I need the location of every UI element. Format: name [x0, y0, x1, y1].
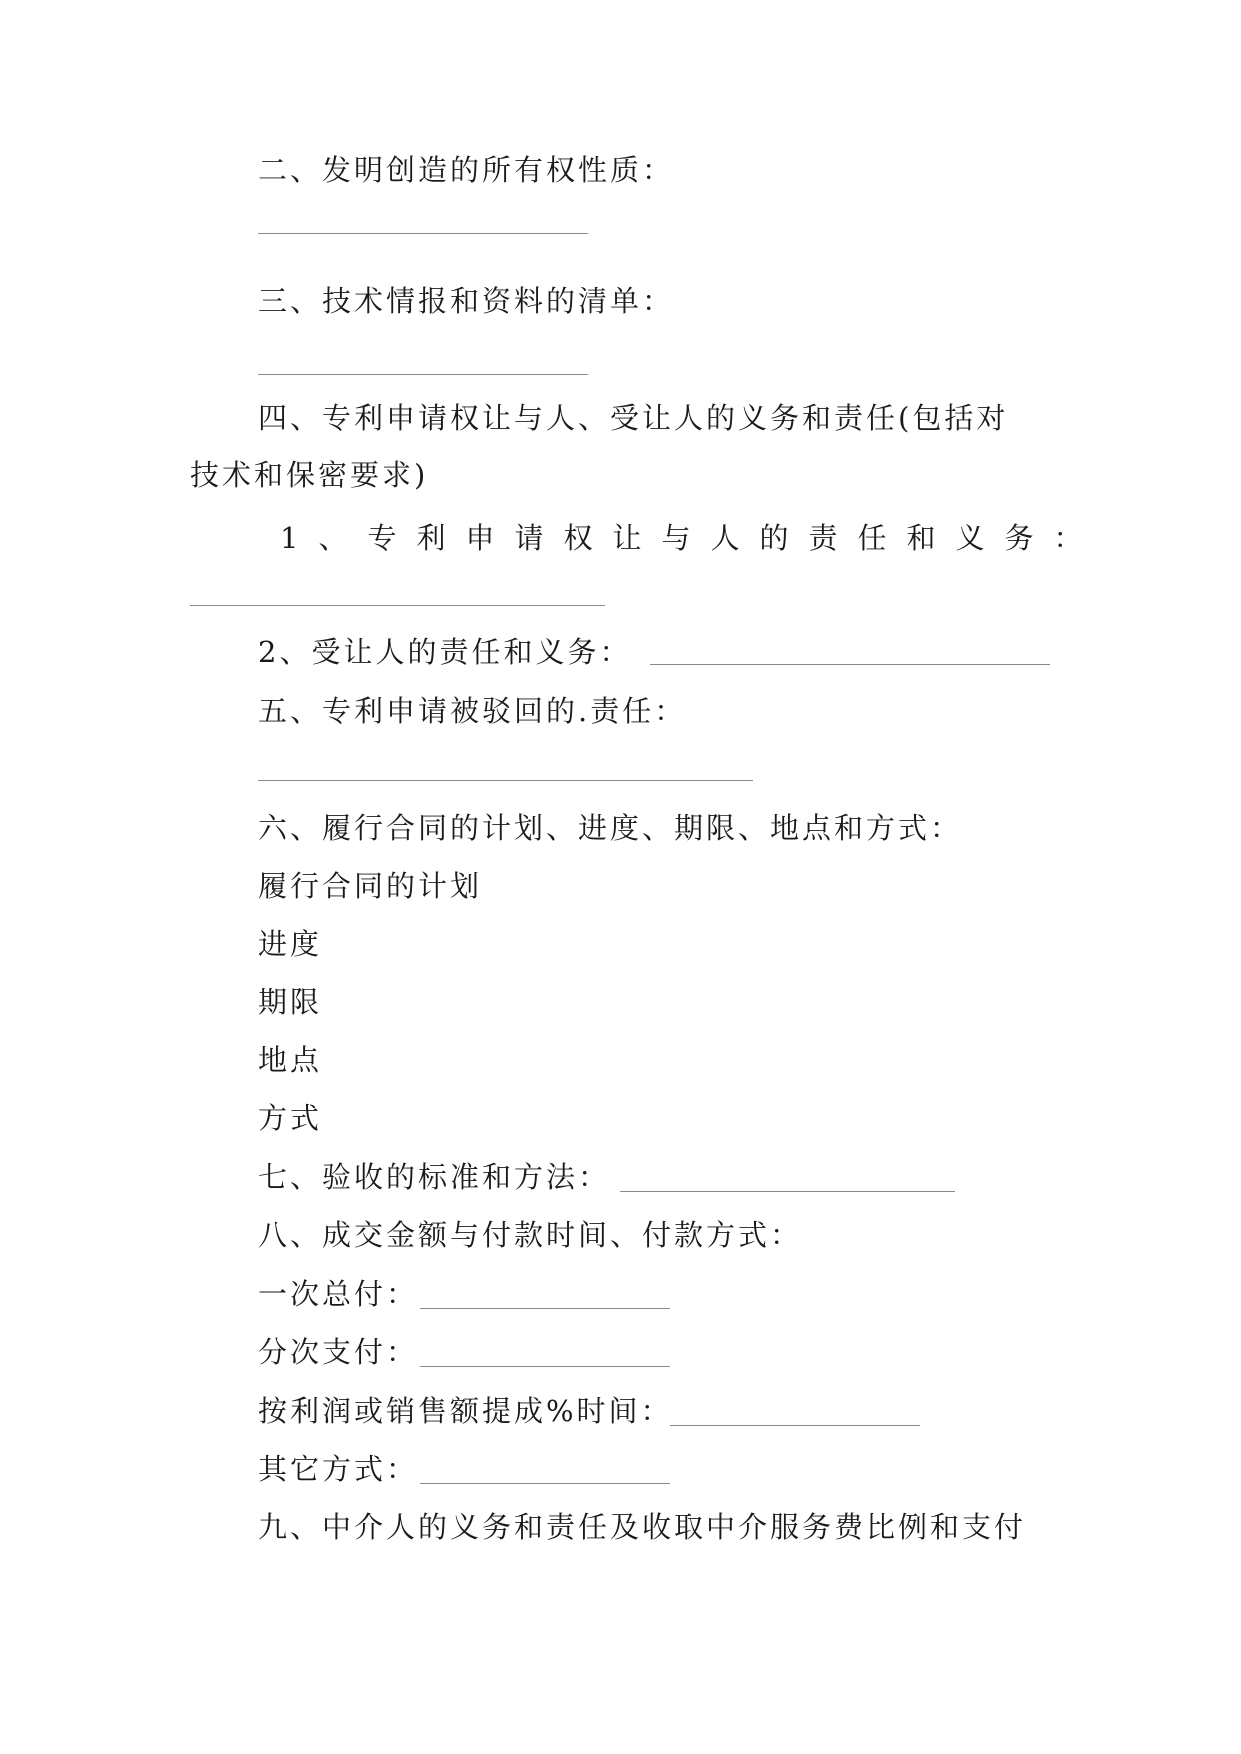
section-5-heading: 五、专利申请被驳回的.责任： — [258, 694, 687, 728]
section-6-place: 地点 — [258, 1043, 323, 1077]
section-8-percentage: 按利润或销售额提成%时间： — [258, 1394, 673, 1428]
section-5-blank[interactable] — [258, 780, 753, 781]
section-8-installments: 分次支付： — [258, 1335, 419, 1369]
section-8-other-blank[interactable] — [420, 1483, 670, 1484]
section-6-term: 期限 — [258, 985, 323, 1019]
section-7-heading: 七、验收的标准和方法： — [258, 1160, 611, 1194]
section-8-installments-blank[interactable] — [420, 1366, 670, 1367]
section-2-heading: 二、发明创造的所有权性质： — [258, 153, 675, 187]
section-4-heading-line1: 四、专利申请权让与人、受让人的义务和责任(包括对 — [258, 401, 1009, 435]
section-3-heading: 三、技术情报和资料的清单： — [258, 284, 675, 318]
section-4-item-2: 2、受让人的责任和义务： — [258, 635, 632, 669]
section-4-item-1: 1、专利申请权让与人的责任和义务： — [280, 521, 1103, 555]
section-6-plan: 履行合同的计划 — [258, 869, 483, 903]
section-8-heading: 八、成交金额与付款时间、付款方式： — [258, 1218, 803, 1252]
section-4-item-1-blank[interactable] — [190, 605, 605, 606]
section-6-progress: 进度 — [258, 927, 323, 961]
section-8-percentage-blank[interactable] — [670, 1425, 920, 1426]
section-4-item-2-blank[interactable] — [650, 664, 1050, 665]
section-3-blank[interactable] — [258, 374, 588, 375]
section-8-lump-sum-blank[interactable] — [420, 1308, 670, 1309]
section-8-lump-sum: 一次总付： — [258, 1277, 419, 1311]
section-8-other: 其它方式： — [258, 1452, 419, 1486]
section-2-blank[interactable] — [258, 233, 588, 234]
section-6-heading: 六、履行合同的计划、进度、期限、地点和方式： — [258, 811, 963, 845]
section-4-heading-line2: 技术和保密要求) — [190, 458, 429, 492]
section-7-blank[interactable] — [620, 1191, 955, 1192]
section-9-heading: 九、中介人的义务和责任及收取中介服务费比例和支付 — [258, 1510, 1027, 1544]
section-6-method: 方式 — [258, 1101, 323, 1135]
